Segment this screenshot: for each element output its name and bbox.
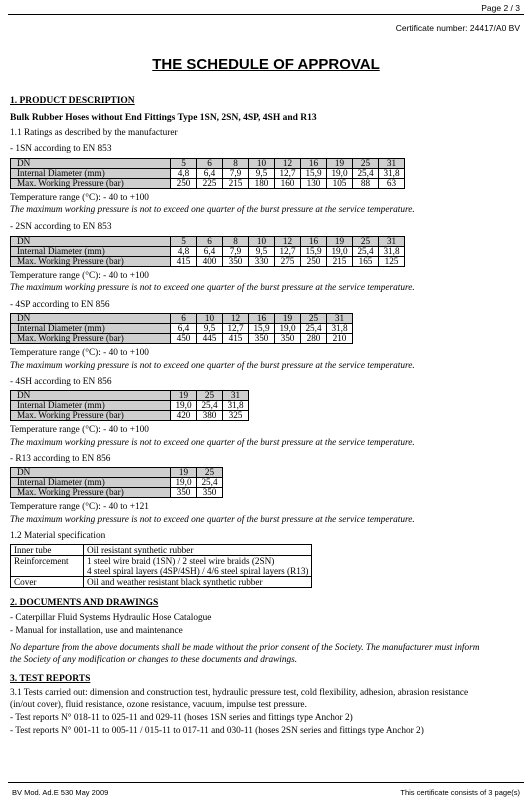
row-label: Max. Working Pressure (bar) <box>11 411 171 421</box>
table-cell: 10 <box>197 314 223 324</box>
table-cell: 25,4 <box>197 478 223 488</box>
table-cell: 31,8 <box>379 247 405 257</box>
table-cell: 6 <box>171 314 197 324</box>
rating-table-r13 <box>10 467 223 498</box>
table-1sn-temp: Temperature range (°C): - 40 to +100 <box>10 193 149 203</box>
internal-diameter-row <box>11 478 223 488</box>
table-cell: 445 <box>197 334 223 344</box>
row-label: Internal Diameter (mm) <box>11 401 171 411</box>
row-label: DN <box>11 391 171 401</box>
table-2sn-temp: Temperature range (°C): - 40 to +100 <box>10 271 149 281</box>
row-label: Internal Diameter (mm) <box>11 169 171 179</box>
table-cell: 350 <box>171 488 197 498</box>
table-cell: 19 <box>171 391 197 401</box>
table-cell: 63 <box>379 179 405 189</box>
table-cell: 5 <box>171 159 197 169</box>
document-item: - Caterpillar Fluid Systems Hydraulic Hose Catalogue <box>10 613 212 623</box>
table-cell: 12 <box>275 237 301 247</box>
table-cell: 7,9 <box>223 169 249 179</box>
table-cell: 160 <box>275 179 301 189</box>
max-pressure-row <box>11 488 223 498</box>
table-cell: 31,8 <box>379 169 405 179</box>
dn-row <box>11 237 405 247</box>
table-cell: 31 <box>379 159 405 169</box>
row-label: Internal Diameter (mm) <box>11 478 171 488</box>
row-label: Internal Diameter (mm) <box>11 324 171 334</box>
table-cell: 105 <box>327 179 353 189</box>
material-key: Reinforcement <box>11 556 84 577</box>
table-cell: 15,9 <box>301 247 327 257</box>
table-cell: 380 <box>197 411 223 421</box>
dn-row <box>11 391 249 401</box>
table-cell: 330 <box>249 257 275 267</box>
table-cell: 9,5 <box>197 324 223 334</box>
table-cell: 400 <box>197 257 223 267</box>
max-pressure-row <box>11 179 405 189</box>
table-cell: 280 <box>301 334 327 344</box>
table-cell: 88 <box>353 179 379 189</box>
rating-table-2sn <box>10 236 405 267</box>
table-cell: 9,5 <box>249 169 275 179</box>
table-cell: 415 <box>223 334 249 344</box>
table-cell: 10 <box>249 237 275 247</box>
table-cell: 9,5 <box>249 247 275 257</box>
internal-diameter-row <box>11 169 405 179</box>
row-label: Max. Working Pressure (bar) <box>11 257 171 267</box>
table-cell: 25,4 <box>353 169 379 179</box>
tests-line2: (in/out cover), fluid resistance, ozone resistance, vacuum, impulse test pressure. <box>10 700 307 710</box>
material-value <box>84 556 312 577</box>
table-cell: 19,0 <box>171 478 197 488</box>
table-cell: 19,0 <box>327 169 353 179</box>
table-cell: 450 <box>171 334 197 344</box>
table-cell: 420 <box>171 411 197 421</box>
table-1sn-note: The maximum working pressure is not to exceed one quarter of the burst pressure at the service temperature. <box>10 205 415 215</box>
table-cell: 19 <box>275 314 301 324</box>
max-pressure-row <box>11 334 353 344</box>
material-key: Cover <box>11 577 84 588</box>
table-cell: 12,7 <box>275 169 301 179</box>
section2-heading: 2. DOCUMENTS AND DRAWINGS <box>10 598 159 608</box>
table-4sh-title: - 4SH according to EN 856 <box>10 377 112 387</box>
table-cell: 250 <box>301 257 327 267</box>
table-cell: 215 <box>327 257 353 267</box>
tests-line1: 3.1 Tests carried out: dimension and construction test, hydraulic pressure test, cold flexibility, adhesion, abrasion resistance <box>10 688 469 698</box>
rating-table-4sh <box>10 390 249 421</box>
table-cell: 19 <box>327 237 353 247</box>
table-cell: 165 <box>353 257 379 267</box>
table-cell: 31,8 <box>223 401 249 411</box>
footer-page-count: This certificate consists of 3 page(s) <box>400 788 520 797</box>
table-4sp-note: The maximum working pressure is not to exceed one quarter of the burst pressure at the service temperature. <box>10 361 415 371</box>
material-row <box>11 556 312 577</box>
table-cell: 350 <box>197 488 223 498</box>
row-label: DN <box>11 237 171 247</box>
internal-diameter-row <box>11 247 405 257</box>
table-cell: 15,9 <box>249 324 275 334</box>
table-cell: 31,8 <box>327 324 353 334</box>
max-pressure-row <box>11 257 405 267</box>
row-label: Max. Working Pressure (bar) <box>11 179 171 189</box>
table-cell: 25,4 <box>353 247 379 257</box>
test-report-1: - Test reports N° 018-11 to 025-11 and 029-11 (hoses 1SN series and fittings type Anchor 2) <box>10 713 353 723</box>
table-cell: 6,4 <box>171 324 197 334</box>
table-cell: 12,7 <box>223 324 249 334</box>
document-item: - Manual for installation, use and maintenance <box>10 626 183 636</box>
table-cell: 25 <box>353 237 379 247</box>
documents-note-line1: No departure from the above documents shall be made without the prior consent of the Society. The manufacturer must inform <box>10 643 480 653</box>
internal-diameter-row <box>11 401 249 411</box>
page-number: Page 2 / 3 <box>481 3 520 13</box>
internal-diameter-row <box>11 324 353 334</box>
table-cell: 225 <box>197 179 223 189</box>
table-cell: 25 <box>197 391 223 401</box>
table-r13-temp: Temperature range (°C): - 40 to +121 <box>10 502 149 512</box>
table-4sh-temp: Temperature range (°C): - 40 to +100 <box>10 425 149 435</box>
rating-table-4sp <box>10 313 353 344</box>
test-report-2: - Test reports N° 001-11 to 005-11 / 015-11 to 017-11 and 030-11 (hoses 2SN series and fittings type Anchor 2) <box>10 726 424 736</box>
certificate-number: Certificate number: 24417/A0 BV <box>395 23 520 33</box>
section3-heading: 3. TEST REPORTS <box>10 674 91 684</box>
table-4sh-note: The maximum working pressure is not to exceed one quarter of the burst pressure at the service temperature. <box>10 438 415 448</box>
row-label: Internal Diameter (mm) <box>11 247 171 257</box>
header-rule <box>8 14 524 15</box>
table-cell: 350 <box>223 257 249 267</box>
material-value-line: 4 steel spiral layers (4SP/4SH) / 4/6 steel spiral layers (R13) <box>87 566 309 576</box>
table-cell: 25,4 <box>301 324 327 334</box>
material-row <box>11 577 312 588</box>
table-cell: 415 <box>171 257 197 267</box>
table-cell: 8 <box>223 159 249 169</box>
table-cell: 19,0 <box>275 324 301 334</box>
table-2sn-note: The maximum working pressure is not to exceed one quarter of the burst pressure at the service temperature. <box>10 283 415 293</box>
table-cell: 25,4 <box>197 401 223 411</box>
table-cell: 12,7 <box>275 247 301 257</box>
table-cell: 19 <box>171 468 197 478</box>
documents-note-line2: the Society of any modification or changes to these documents and drawings. <box>10 655 298 665</box>
material-value: Oil and weather resistant black synthetic rubber <box>84 577 312 588</box>
row-label: Max. Working Pressure (bar) <box>11 334 171 344</box>
section1-heading: 1. PRODUCT DESCRIPTION <box>10 96 135 106</box>
table-cell: 6 <box>197 237 223 247</box>
table-cell: 180 <box>249 179 275 189</box>
dn-row <box>11 468 223 478</box>
table-cell: 19 <box>327 159 353 169</box>
table-cell: 8 <box>223 237 249 247</box>
table-cell: 31 <box>379 237 405 247</box>
table-cell: 10 <box>249 159 275 169</box>
row-label: DN <box>11 468 171 478</box>
rating-table-1sn <box>10 158 405 189</box>
table-cell: 6,4 <box>197 247 223 257</box>
table-cell: 275 <box>275 257 301 267</box>
table-cell: 7,9 <box>223 247 249 257</box>
table-cell: 125 <box>379 257 405 267</box>
product-subheading: Bulk Rubber Hoses without End Fittings Type 1SN, 2SN, 4SP, 4SH and R13 <box>10 113 317 123</box>
table-cell: 4,8 <box>171 247 197 257</box>
table-cell: 19,0 <box>327 247 353 257</box>
table-cell: 25 <box>197 468 223 478</box>
table-4sp-title: - 4SP according to EN 856 <box>10 300 110 310</box>
footer-form-ref: BV Mod. Ad.E 530 May 2009 <box>12 788 109 797</box>
table-cell: 130 <box>301 179 327 189</box>
table-cell: 31 <box>327 314 353 324</box>
table-cell: 16 <box>301 159 327 169</box>
material-heading: 1.2 Material specification <box>10 531 106 541</box>
table-cell: 19,0 <box>171 401 197 411</box>
material-row <box>11 545 312 556</box>
table-cell: 25 <box>353 159 379 169</box>
table-cell: 12 <box>275 159 301 169</box>
table-cell: 210 <box>327 334 353 344</box>
table-cell: 15,9 <box>301 169 327 179</box>
material-table <box>10 544 312 588</box>
table-2sn-title: - 2SN according to EN 853 <box>10 222 112 232</box>
material-value-line: 1 steel wire braid (1SN) / 2 steel wire braids (2SN) <box>87 556 275 566</box>
table-cell: 250 <box>171 179 197 189</box>
table-cell: 325 <box>223 411 249 421</box>
table-cell: 215 <box>223 179 249 189</box>
table-1sn-title: - 1SN according to EN 853 <box>10 144 112 154</box>
page-title: THE SCHEDULE OF APPROVAL <box>152 56 380 73</box>
row-label: DN <box>11 314 171 324</box>
row-label: DN <box>11 159 171 169</box>
table-cell: 12 <box>223 314 249 324</box>
table-r13-title: - R13 according to EN 856 <box>10 454 111 464</box>
table-cell: 350 <box>249 334 275 344</box>
table-cell: 350 <box>275 334 301 344</box>
dn-row <box>11 314 353 324</box>
footer-rule <box>8 782 524 783</box>
table-r13-note: The maximum working pressure is not to exceed one quarter of the burst pressure at the service temperature. <box>10 515 415 525</box>
row-label: Max. Working Pressure (bar) <box>11 488 171 498</box>
max-pressure-row <box>11 411 249 421</box>
dn-row <box>11 159 405 169</box>
material-key: Inner tube <box>11 545 84 556</box>
table-4sp-temp: Temperature range (°C): - 40 to +100 <box>10 348 149 358</box>
table-cell: 6 <box>197 159 223 169</box>
table-cell: 5 <box>171 237 197 247</box>
table-cell: 4,8 <box>171 169 197 179</box>
table-cell: 31 <box>223 391 249 401</box>
ratings-intro: 1.1 Ratings as described by the manufacturer <box>10 128 178 138</box>
table-cell: 16 <box>249 314 275 324</box>
material-value: Oil resistant synthetic rubber <box>84 545 312 556</box>
table-cell: 6,4 <box>197 169 223 179</box>
table-cell: 25 <box>301 314 327 324</box>
table-cell: 16 <box>301 237 327 247</box>
